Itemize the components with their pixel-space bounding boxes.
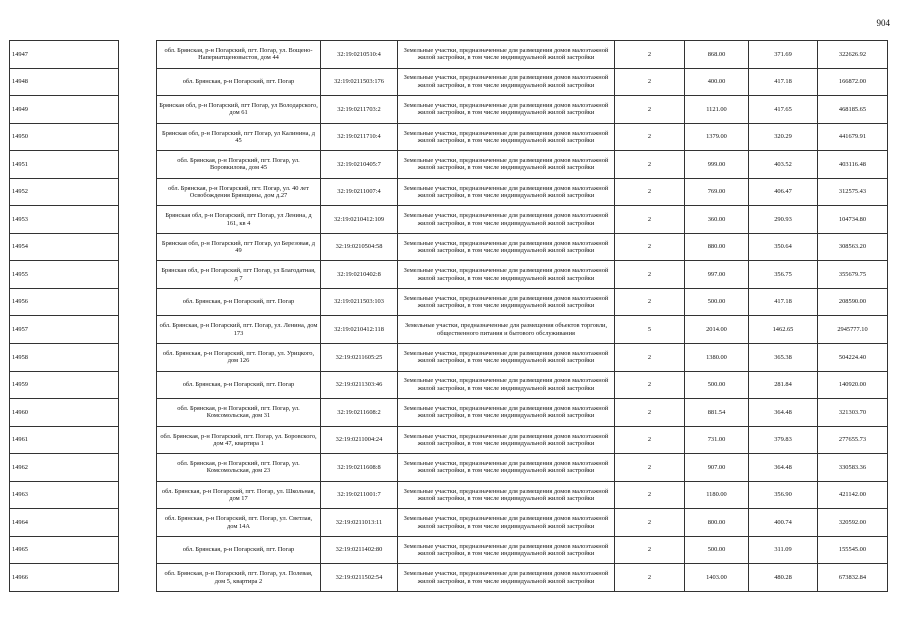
cadastral-number-cell: 32:19:0211502:54 xyxy=(321,564,398,592)
cadastral-number-cell: 32:19:0211303:46 xyxy=(321,371,398,399)
column-gap xyxy=(119,316,157,344)
cadastral-value-cell: 140920.00 xyxy=(818,371,888,399)
record-number: 14960 xyxy=(10,399,119,427)
column-gap xyxy=(119,536,157,564)
area-cell: 868.00 xyxy=(685,41,749,69)
specific-value-cell: 400.74 xyxy=(749,509,818,537)
address-cell: обл. Брянская, р-н Погарский, пгт. Погар, ул. Урицкого, дом 126 xyxy=(157,344,321,372)
column-gap xyxy=(119,509,157,537)
cadastral-value-cell: 308563.20 xyxy=(818,233,888,261)
column-gap xyxy=(119,41,157,69)
land-use-cell: Земельные участки, предназначенные для размещения домов малоэтажной жилой застройки, в том числе индивидуальной жилой застройки xyxy=(398,68,615,96)
table-row xyxy=(10,41,888,69)
record-number: 14965 xyxy=(10,536,119,564)
address-cell: обл. Брянская, р-н Погарский, пгт. Погар xyxy=(157,536,321,564)
use-group-cell: 2 xyxy=(615,371,685,399)
cadastral-number-cell: 32:19:0211007:4 xyxy=(321,178,398,206)
table-row xyxy=(10,536,888,564)
use-group-cell: 2 xyxy=(615,454,685,482)
land-use-cell: Земельные участки, предназначенные для размещения домов малоэтажной жилой застройки, в том числе индивидуальной жилой застройки xyxy=(398,481,615,509)
area-cell: 907.00 xyxy=(685,454,749,482)
specific-value-cell: 320.29 xyxy=(749,123,818,151)
table-row xyxy=(10,564,888,592)
column-gap xyxy=(119,399,157,427)
cadastral-number-cell: 32:19:0211608:2 xyxy=(321,399,398,427)
land-use-cell: Земельные участки, предназначенные для размещения домов малоэтажной жилой застройки, в том числе индивидуальной жилой застройки xyxy=(398,261,615,289)
cadastral-value-cell: 330583.36 xyxy=(818,454,888,482)
area-cell: 997.00 xyxy=(685,261,749,289)
table-row xyxy=(10,316,888,344)
record-number: 14966 xyxy=(10,564,119,592)
table-row xyxy=(10,151,888,179)
specific-value-cell: 406.47 xyxy=(749,178,818,206)
use-group-cell: 2 xyxy=(615,344,685,372)
cadastral-value-cell: 208590.00 xyxy=(818,288,888,316)
land-use-cell: Земельные участки, предназначенные для размещения домов малоэтажной жилой застройки, в том числе индивидуальной жилой застройки xyxy=(398,206,615,234)
cadastral-number-cell: 32:19:0211001:7 xyxy=(321,481,398,509)
land-use-cell: Земельные участки, предназначенные для размещения домов малоэтажной жилой застройки, в том числе индивидуальной жилой застройки xyxy=(398,536,615,564)
specific-value-cell: 364.48 xyxy=(749,399,818,427)
cadastral-number-cell: 32:19:0211608:8 xyxy=(321,454,398,482)
cadastral-number-cell: 32:19:0210510:4 xyxy=(321,41,398,69)
land-use-cell: Земельные участки, предназначенные для размещения домов малоэтажной жилой застройки, в том числе индивидуальной жилой застройки xyxy=(398,288,615,316)
area-cell: 500.00 xyxy=(685,288,749,316)
address-cell: обл. Брянская, р-н Погарский, пгт. Погар, ул. Комсомольская, дом 31 xyxy=(157,399,321,427)
use-group-cell: 2 xyxy=(615,536,685,564)
record-number: 14954 xyxy=(10,233,119,261)
area-cell: 360.00 xyxy=(685,206,749,234)
table-row xyxy=(10,399,888,427)
cadastral-value-cell: 421142.00 xyxy=(818,481,888,509)
record-number: 14963 xyxy=(10,481,119,509)
record-number: 14962 xyxy=(10,454,119,482)
cadastral-number-cell: 32:19:0210402:8 xyxy=(321,261,398,289)
specific-value-cell: 371.69 xyxy=(749,41,818,69)
record-number: 14956 xyxy=(10,288,119,316)
column-gap xyxy=(119,123,157,151)
specific-value-cell: 356.75 xyxy=(749,261,818,289)
land-use-cell: Земельные участки, предназначенные для размещения домов малоэтажной жилой застройки, в том числе индивидуальной жилой застройки xyxy=(398,399,615,427)
land-use-cell: Земельные участки, предназначенные для размещения объектов торговли, общественного питания и бытового обслуживания xyxy=(398,316,615,344)
table-row xyxy=(10,206,888,234)
specific-value-cell: 290.93 xyxy=(749,206,818,234)
area-cell: 1403.00 xyxy=(685,564,749,592)
land-use-cell: Земельные участки, предназначенные для размещения домов малоэтажной жилой застройки, в том числе индивидуальной жилой застройки xyxy=(398,96,615,124)
land-use-cell: Земельные участки, предназначенные для размещения домов малоэтажной жилой застройки, в том числе индивидуальной жилой застройки xyxy=(398,564,615,592)
cadastral-number-cell: 32:19:0211605:25 xyxy=(321,344,398,372)
area-cell: 880.00 xyxy=(685,233,749,261)
area-cell: 500.00 xyxy=(685,371,749,399)
use-group-cell: 2 xyxy=(615,178,685,206)
table-row xyxy=(10,68,888,96)
cadastral-number-cell: 32:19:0210412:109 xyxy=(321,206,398,234)
cadastral-number-cell: 32:19:0211503:103 xyxy=(321,288,398,316)
cadastral-number-cell: 32:19:0211503:176 xyxy=(321,68,398,96)
record-number: 14949 xyxy=(10,96,119,124)
cadastral-value-cell: 504224.40 xyxy=(818,344,888,372)
column-gap xyxy=(119,564,157,592)
address-cell: обл. Брянская, р-н Погарский, пгт. Погар, ул. Комсомольская, дом 23 xyxy=(157,454,321,482)
record-number: 14953 xyxy=(10,206,119,234)
address-cell: обл. Брянская, р-н Погарский, пгт. Погар, ул. Воровкилова, дом 45 xyxy=(157,151,321,179)
specific-value-cell: 356.90 xyxy=(749,481,818,509)
land-use-cell: Земельные участки, предназначенные для размещения домов малоэтажной жилой застройки, в том числе индивидуальной жилой застройки xyxy=(398,371,615,399)
specific-value-cell: 311.09 xyxy=(749,536,818,564)
use-group-cell: 2 xyxy=(615,96,685,124)
table-row xyxy=(10,288,888,316)
cadastral-number-cell: 32:19:0210405:7 xyxy=(321,151,398,179)
address-cell: обл. Брянская, р-н Погарский, пгт. Погар, ул. Ленина, дом 173 xyxy=(157,316,321,344)
record-number: 14955 xyxy=(10,261,119,289)
table-row xyxy=(10,178,888,206)
cadastral-value-table xyxy=(9,40,888,592)
address-cell: обл. Брянская, р-н Погарский, пгт. Погар, ул. Полевая, дом 5, квартира 2 xyxy=(157,564,321,592)
record-number: 14957 xyxy=(10,316,119,344)
area-cell: 881.54 xyxy=(685,399,749,427)
area-cell: 769.00 xyxy=(685,178,749,206)
use-group-cell: 2 xyxy=(615,261,685,289)
address-cell: обл. Брянская, р-н Погарский, пгт. Погар, ул. Школьная, дом 17 xyxy=(157,481,321,509)
table-row xyxy=(10,261,888,289)
address-cell: Брянская обл, р-н Погарский, пгт Погар, ул Ленина, д 161, кв 4 xyxy=(157,206,321,234)
address-cell: обл. Брянская, р-н Погарский, пгт. Погар, ул. Светлая, дом 14А xyxy=(157,509,321,537)
specific-value-cell: 480.28 xyxy=(749,564,818,592)
column-gap xyxy=(119,426,157,454)
address-cell: Брянская обл, р-н Погарский, пгт Погар, ул Володарского, дом 61 xyxy=(157,96,321,124)
cadastral-value-cell: 355679.75 xyxy=(818,261,888,289)
area-cell: 1180.00 xyxy=(685,481,749,509)
table-row xyxy=(10,481,888,509)
use-group-cell: 2 xyxy=(615,288,685,316)
address-cell: Брянская обл, р-н Погарский, пгт Погар, ул Благодатная, д 7 xyxy=(157,261,321,289)
address-cell: Брянская обл, р-н Погарский, пгт Погар, ул Калинина, д 45 xyxy=(157,123,321,151)
column-gap xyxy=(119,371,157,399)
area-cell: 1121.00 xyxy=(685,96,749,124)
table-row xyxy=(10,454,888,482)
column-gap xyxy=(119,481,157,509)
use-group-cell: 2 xyxy=(615,151,685,179)
cadastral-value-cell: 277655.73 xyxy=(818,426,888,454)
cadastral-number-cell: 32:19:0211013:11 xyxy=(321,509,398,537)
page-number: 904 xyxy=(876,18,890,28)
land-use-cell: Земельные участки, предназначенные для размещения домов малоэтажной жилой застройки, в том числе индивидуальной жилой застройки xyxy=(398,178,615,206)
use-group-cell: 2 xyxy=(615,399,685,427)
use-group-cell: 2 xyxy=(615,564,685,592)
table-row xyxy=(10,371,888,399)
land-use-cell: Земельные участки, предназначенные для размещения домов малоэтажной жилой застройки, в том числе индивидуальной жилой застройки xyxy=(398,41,615,69)
land-use-cell: Земельные участки, предназначенные для размещения домов малоэтажной жилой застройки, в том числе индивидуальной жилой застройки xyxy=(398,454,615,482)
table-row xyxy=(10,344,888,372)
specific-value-cell: 1462.65 xyxy=(749,316,818,344)
record-number: 14948 xyxy=(10,68,119,96)
use-group-cell: 2 xyxy=(615,233,685,261)
cadastral-value-cell: 166872.00 xyxy=(818,68,888,96)
specific-value-cell: 379.83 xyxy=(749,426,818,454)
area-cell: 1379.00 xyxy=(685,123,749,151)
specific-value-cell: 417.18 xyxy=(749,68,818,96)
cadastral-value-cell: 2945777.10 xyxy=(818,316,888,344)
use-group-cell: 2 xyxy=(615,123,685,151)
cadastral-number-cell: 32:19:0211402:80 xyxy=(321,536,398,564)
cadastral-number-cell: 32:19:0211710:4 xyxy=(321,123,398,151)
use-group-cell: 2 xyxy=(615,481,685,509)
column-gap xyxy=(119,288,157,316)
specific-value-cell: 364.48 xyxy=(749,454,818,482)
record-number: 14950 xyxy=(10,123,119,151)
specific-value-cell: 417.65 xyxy=(749,96,818,124)
specific-value-cell: 365.38 xyxy=(749,344,818,372)
cadastral-value-cell: 441679.91 xyxy=(818,123,888,151)
use-group-cell: 2 xyxy=(615,41,685,69)
cadastral-value-cell: 155545.00 xyxy=(818,536,888,564)
column-gap xyxy=(119,454,157,482)
table-row xyxy=(10,233,888,261)
land-use-cell: Земельные участки, предназначенные для размещения домов малоэтажной жилой застройки, в том числе индивидуальной жилой застройки xyxy=(398,426,615,454)
column-gap xyxy=(119,344,157,372)
table-body xyxy=(10,41,888,592)
address-cell: обл. Брянская, р-н Погарский, пгт. Погар xyxy=(157,371,321,399)
column-gap xyxy=(119,178,157,206)
area-cell: 400.00 xyxy=(685,68,749,96)
cadastral-number-cell: 32:19:0211004:24 xyxy=(321,426,398,454)
cadastral-register-sheet xyxy=(9,40,887,592)
area-cell: 2014.00 xyxy=(685,316,749,344)
column-gap xyxy=(119,96,157,124)
use-group-cell: 2 xyxy=(615,68,685,96)
area-cell: 500.00 xyxy=(685,536,749,564)
area-cell: 1380.00 xyxy=(685,344,749,372)
table-row xyxy=(10,426,888,454)
cadastral-value-cell: 320592.00 xyxy=(818,509,888,537)
specific-value-cell: 403.52 xyxy=(749,151,818,179)
address-cell: Брянская обл, р-н Погарский, пгт Погар, ул Березовая, д 49 xyxy=(157,233,321,261)
use-group-cell: 5 xyxy=(615,316,685,344)
cadastral-value-cell: 321303.70 xyxy=(818,399,888,427)
address-cell: обл. Брянская, р-н Погарский, пгт. Погар xyxy=(157,288,321,316)
area-cell: 800.00 xyxy=(685,509,749,537)
table-row xyxy=(10,123,888,151)
record-number: 14951 xyxy=(10,151,119,179)
column-gap xyxy=(119,68,157,96)
use-group-cell: 2 xyxy=(615,426,685,454)
specific-value-cell: 417.18 xyxy=(749,288,818,316)
column-gap xyxy=(119,261,157,289)
cadastral-value-cell: 673832.84 xyxy=(818,564,888,592)
use-group-cell: 2 xyxy=(615,206,685,234)
land-use-cell: Земельные участки, предназначенные для размещения домов малоэтажной жилой застройки, в том числе индивидуальной жилой застройки xyxy=(398,123,615,151)
specific-value-cell: 350.64 xyxy=(749,233,818,261)
record-number: 14959 xyxy=(10,371,119,399)
record-number: 14958 xyxy=(10,344,119,372)
cadastral-value-cell: 468185.65 xyxy=(818,96,888,124)
land-use-cell: Земельные участки, предназначенные для размещения домов малоэтажной жилой застройки, в том числе индивидуальной жилой застройки xyxy=(398,509,615,537)
cadastral-number-cell: 32:19:0210412:118 xyxy=(321,316,398,344)
column-gap xyxy=(119,151,157,179)
land-use-cell: Земельные участки, предназначенные для размещения домов малоэтажной жилой застройки, в том числе индивидуальной жилой застройки xyxy=(398,344,615,372)
use-group-cell: 2 xyxy=(615,509,685,537)
cadastral-value-cell: 104734.80 xyxy=(818,206,888,234)
address-cell: обл. Брянская, р-н Погарский, пгт. Погар, ул. 40 лет Освобождения Брянщины, дом д.27 xyxy=(157,178,321,206)
record-number: 14961 xyxy=(10,426,119,454)
land-use-cell: Земельные участки, предназначенные для размещения домов малоэтажной жилой застройки, в том числе индивидуальной жилой застройки xyxy=(398,151,615,179)
cadastral-number-cell: 32:19:0211703:2 xyxy=(321,96,398,124)
table-row xyxy=(10,96,888,124)
specific-value-cell: 281.84 xyxy=(749,371,818,399)
record-number: 14964 xyxy=(10,509,119,537)
area-cell: 999.00 xyxy=(685,151,749,179)
column-gap xyxy=(119,233,157,261)
address-cell: обл. Брянская, р-н Погарский, пгт. Погар, ул. Боровского, дом 47, квартира 1 xyxy=(157,426,321,454)
cadastral-number-cell: 32:19:0210504:58 xyxy=(321,233,398,261)
cadastral-value-cell: 403116.48 xyxy=(818,151,888,179)
table-row xyxy=(10,509,888,537)
cadastral-value-cell: 322626.92 xyxy=(818,41,888,69)
address-cell: обл. Брянская, р-н Погарский, пгт. Погар xyxy=(157,68,321,96)
area-cell: 731.00 xyxy=(685,426,749,454)
land-use-cell: Земельные участки, предназначенные для размещения домов малоэтажной жилой застройки, в том числе индивидуальной жилой застройки xyxy=(398,233,615,261)
record-number: 14947 xyxy=(10,41,119,69)
address-cell: обл. Брянская, р-н Погарский, пгт. Погар, ул. Вощено-Напериатщеновыстов, дом 44 xyxy=(157,41,321,69)
cadastral-value-cell: 312575.43 xyxy=(818,178,888,206)
record-number: 14952 xyxy=(10,178,119,206)
column-gap xyxy=(119,206,157,234)
